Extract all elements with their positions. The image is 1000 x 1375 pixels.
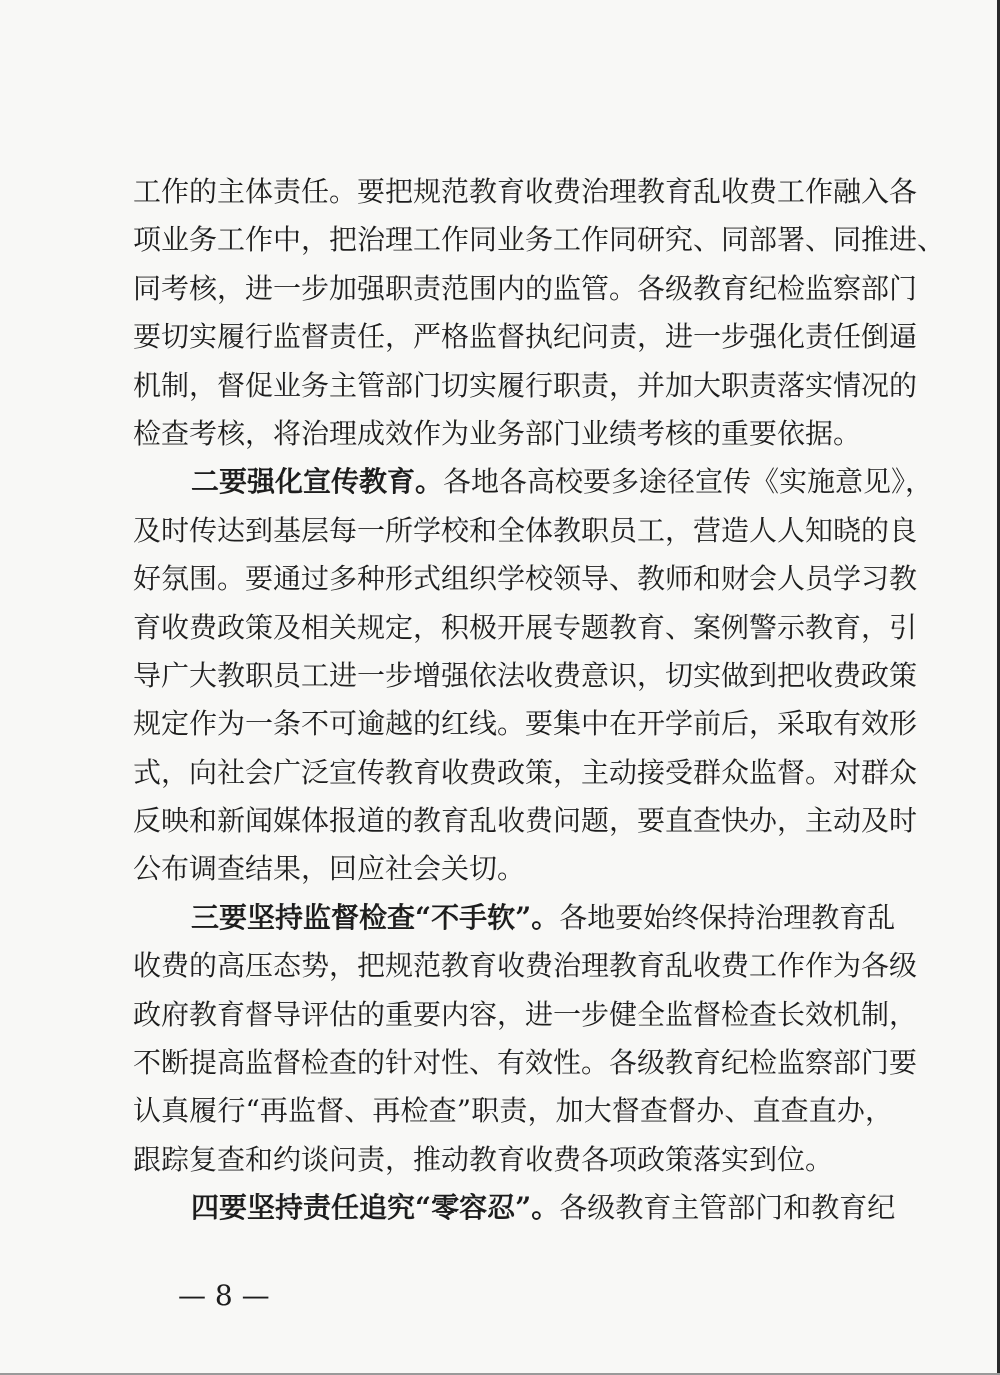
text-line: 好氛围。要通过多种形式组织学校领导、教师和财会人员学习教 — [133, 562, 918, 596]
paragraph-first-line — [133, 894, 896, 942]
text-run: 各地要始终保持治理教育乱 — [559, 900, 896, 934]
text-line: 跟踪复查和约谈问责，推动教育收费各项政策落实到位。 — [133, 1142, 834, 1176]
text-line: 检查考核，将治理成效作为业务部门业绩考核的重要依据。 — [133, 416, 862, 450]
text-line: 项业务工作中，把治理工作同业务工作同研究、同部署、同推进、 — [133, 223, 946, 257]
paragraph-first-line — [133, 1184, 896, 1232]
text-run: 各级教育主管部门和教育纪 — [559, 1191, 896, 1225]
document-body — [133, 168, 946, 1233]
text-line: 式，向社会广泛宣传教育收费政策，主动接受群众监督。对群众 — [133, 755, 918, 789]
text-run: 各地各高校要多途径宣传《实施意见》， — [443, 465, 934, 499]
paragraph-first-line — [133, 458, 934, 506]
text-line: 育收费政策及相关规定，积极开展专题教育、案例警示教育，引 — [133, 610, 918, 644]
section-heading: 四要坚持责任追究“零容忍”。 — [191, 1191, 560, 1225]
text-line: 公布调查结果，回应社会关切。 — [133, 852, 526, 886]
text-line: 导广大教职员工进一步增强依法收费意识，切实做到把收费政策 — [133, 658, 918, 692]
text-line: 要切实履行监督责任，严格监督执纪问责，进一步强化责任倒逼 — [133, 320, 918, 354]
text-line: 及时传达到基层每一所学校和全体教职员工，营造人人知晓的良 — [133, 513, 918, 547]
text-line: 政府教育督导评估的重要内容，进一步健全监督检查长效机制， — [133, 997, 918, 1031]
page-number: — 8 — — [178, 1279, 270, 1312]
section-heading: 三要坚持监督检查“不手软”。 — [191, 900, 560, 934]
text-line: 不断提高监督检查的针对性、有效性。各级教育纪检监察部门要 — [133, 1046, 918, 1080]
text-line: 认真履行“再监督、再检查”职责，加大督查督办、直查直办， — [133, 1094, 893, 1128]
text-line: 同考核，进一步加强职责范围内的监管。各级教育纪检监察部门 — [133, 271, 918, 305]
text-line: 工作的主体责任。要把规范教育收费治理教育乱收费工作融入各 — [133, 175, 918, 208]
text-line: 收费的高压态势，把规范教育收费治理教育乱收费工作作为各级 — [133, 949, 918, 983]
text-line: 反映和新闻媒体报道的教育乱收费问题，要直查快办，主动及时 — [133, 804, 918, 838]
text-line: 机制，督促业务主管部门切实履行职责，并加大职责落实情况的 — [133, 368, 918, 402]
section-heading: 二要强化宣传教育。 — [191, 465, 444, 499]
text-line: 规定作为一条不可逾越的红线。要集中在开学前后，采取有效形 — [133, 707, 918, 741]
